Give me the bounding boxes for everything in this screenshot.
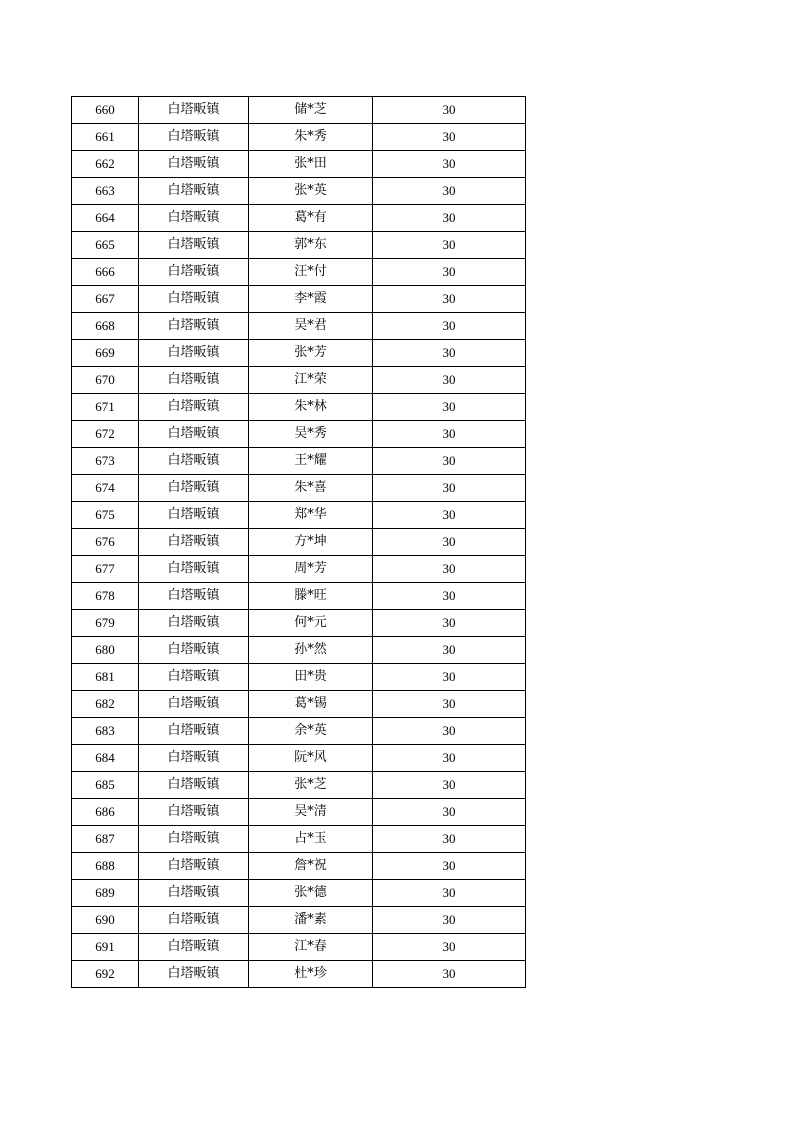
row-number-cell: 679: [72, 610, 139, 637]
person-name-cell: 杜*珍: [249, 961, 373, 988]
table-row: [72, 934, 526, 961]
row-number-cell: 689: [72, 880, 139, 907]
table-row: [72, 205, 526, 232]
person-name-cell: 李*霞: [249, 286, 373, 313]
amount-cell: 30: [373, 934, 526, 961]
table-row: [72, 799, 526, 826]
town-cell: 白塔畈镇: [139, 340, 249, 367]
town-cell: 白塔畈镇: [139, 718, 249, 745]
amount-cell: 30: [373, 961, 526, 988]
row-number-cell: 680: [72, 637, 139, 664]
amount-cell: 30: [373, 502, 526, 529]
amount-cell: 30: [373, 772, 526, 799]
row-number-cell: 681: [72, 664, 139, 691]
person-name-cell: 詹*祝: [249, 853, 373, 880]
table-row: [72, 880, 526, 907]
row-number-cell: 672: [72, 421, 139, 448]
town-cell: 白塔畈镇: [139, 313, 249, 340]
town-cell: 白塔畈镇: [139, 394, 249, 421]
amount-cell: 30: [373, 421, 526, 448]
row-number-cell: 662: [72, 151, 139, 178]
amount-cell: 30: [373, 610, 526, 637]
row-number-cell: 668: [72, 313, 139, 340]
town-cell: 白塔畈镇: [139, 880, 249, 907]
row-number-cell: 673: [72, 448, 139, 475]
row-number-cell: 669: [72, 340, 139, 367]
town-cell: 白塔畈镇: [139, 232, 249, 259]
person-name-cell: 张*田: [249, 151, 373, 178]
table-row: [72, 97, 526, 124]
person-name-cell: 朱*秀: [249, 124, 373, 151]
row-number-cell: 664: [72, 205, 139, 232]
row-number-cell: 661: [72, 124, 139, 151]
amount-cell: 30: [373, 448, 526, 475]
table-row: [72, 610, 526, 637]
table-row: [72, 907, 526, 934]
row-number-cell: 690: [72, 907, 139, 934]
amount-cell: 30: [373, 799, 526, 826]
row-number-cell: 687: [72, 826, 139, 853]
table-row: [72, 232, 526, 259]
town-cell: 白塔畈镇: [139, 637, 249, 664]
row-number-cell: 675: [72, 502, 139, 529]
person-name-cell: 张*德: [249, 880, 373, 907]
town-cell: 白塔畈镇: [139, 934, 249, 961]
row-number-cell: 686: [72, 799, 139, 826]
amount-cell: 30: [373, 259, 526, 286]
row-number-cell: 677: [72, 556, 139, 583]
town-cell: 白塔畈镇: [139, 556, 249, 583]
town-cell: 白塔畈镇: [139, 286, 249, 313]
town-cell: 白塔畈镇: [139, 907, 249, 934]
person-name-cell: 王*耀: [249, 448, 373, 475]
table-row: [72, 448, 526, 475]
row-number-cell: 663: [72, 178, 139, 205]
table-row: [72, 151, 526, 178]
person-name-cell: 江*荣: [249, 367, 373, 394]
table-row: [72, 340, 526, 367]
table-row: [72, 421, 526, 448]
person-name-cell: 葛*锡: [249, 691, 373, 718]
person-name-cell: 张*芳: [249, 340, 373, 367]
person-name-cell: 汪*付: [249, 259, 373, 286]
amount-cell: 30: [373, 556, 526, 583]
town-cell: 白塔畈镇: [139, 367, 249, 394]
amount-cell: 30: [373, 745, 526, 772]
row-number-cell: 665: [72, 232, 139, 259]
table-row: [72, 556, 526, 583]
town-cell: 白塔畈镇: [139, 205, 249, 232]
town-cell: 白塔畈镇: [139, 745, 249, 772]
table-row: [72, 853, 526, 880]
person-name-cell: 郭*东: [249, 232, 373, 259]
table-row: [72, 961, 526, 988]
person-name-cell: 江*春: [249, 934, 373, 961]
town-cell: 白塔畈镇: [139, 583, 249, 610]
amount-cell: 30: [373, 151, 526, 178]
amount-cell: 30: [373, 529, 526, 556]
amount-cell: 30: [373, 124, 526, 151]
person-name-cell: 朱*林: [249, 394, 373, 421]
person-name-cell: 郑*华: [249, 502, 373, 529]
row-number-cell: 660: [72, 97, 139, 124]
amount-cell: 30: [373, 178, 526, 205]
town-cell: 白塔畈镇: [139, 961, 249, 988]
payment-list-body: [72, 97, 526, 988]
table-row: [72, 664, 526, 691]
row-number-cell: 676: [72, 529, 139, 556]
person-name-cell: 吴*秀: [249, 421, 373, 448]
town-cell: 白塔畈镇: [139, 529, 249, 556]
amount-cell: 30: [373, 232, 526, 259]
town-cell: 白塔畈镇: [139, 421, 249, 448]
amount-cell: 30: [373, 853, 526, 880]
town-cell: 白塔畈镇: [139, 826, 249, 853]
person-name-cell: 滕*旺: [249, 583, 373, 610]
table-row: [72, 286, 526, 313]
row-number-cell: 684: [72, 745, 139, 772]
amount-cell: 30: [373, 340, 526, 367]
amount-cell: 30: [373, 691, 526, 718]
town-cell: 白塔畈镇: [139, 259, 249, 286]
amount-cell: 30: [373, 97, 526, 124]
person-name-cell: 朱*喜: [249, 475, 373, 502]
person-name-cell: 吴*君: [249, 313, 373, 340]
person-name-cell: 潘*素: [249, 907, 373, 934]
row-number-cell: 666: [72, 259, 139, 286]
table-row: [72, 718, 526, 745]
table-row: [72, 367, 526, 394]
amount-cell: 30: [373, 475, 526, 502]
amount-cell: 30: [373, 205, 526, 232]
table-row: [72, 772, 526, 799]
row-number-cell: 691: [72, 934, 139, 961]
row-number-cell: 688: [72, 853, 139, 880]
table-row: [72, 259, 526, 286]
table-row: [72, 394, 526, 421]
town-cell: 白塔畈镇: [139, 691, 249, 718]
town-cell: 白塔畈镇: [139, 853, 249, 880]
amount-cell: 30: [373, 286, 526, 313]
town-cell: 白塔畈镇: [139, 502, 249, 529]
person-name-cell: 占*玉: [249, 826, 373, 853]
amount-cell: 30: [373, 826, 526, 853]
table-row: [72, 178, 526, 205]
table-row: [72, 826, 526, 853]
person-name-cell: 张*英: [249, 178, 373, 205]
town-cell: 白塔畈镇: [139, 799, 249, 826]
town-cell: 白塔畈镇: [139, 151, 249, 178]
row-number-cell: 685: [72, 772, 139, 799]
row-number-cell: 683: [72, 718, 139, 745]
town-cell: 白塔畈镇: [139, 124, 249, 151]
table-row: [72, 583, 526, 610]
person-name-cell: 阮*风: [249, 745, 373, 772]
person-name-cell: 张*芝: [249, 772, 373, 799]
town-cell: 白塔畈镇: [139, 448, 249, 475]
town-cell: 白塔畈镇: [139, 772, 249, 799]
amount-cell: 30: [373, 664, 526, 691]
amount-cell: 30: [373, 718, 526, 745]
table-row: [72, 637, 526, 664]
person-name-cell: 储*芝: [249, 97, 373, 124]
person-name-cell: 葛*有: [249, 205, 373, 232]
amount-cell: 30: [373, 313, 526, 340]
row-number-cell: 682: [72, 691, 139, 718]
table-row: [72, 529, 526, 556]
row-number-cell: 674: [72, 475, 139, 502]
person-name-cell: 方*坤: [249, 529, 373, 556]
table-row: [72, 124, 526, 151]
amount-cell: 30: [373, 880, 526, 907]
row-number-cell: 670: [72, 367, 139, 394]
person-name-cell: 孙*然: [249, 637, 373, 664]
town-cell: 白塔畈镇: [139, 475, 249, 502]
amount-cell: 30: [373, 367, 526, 394]
amount-cell: 30: [373, 907, 526, 934]
row-number-cell: 667: [72, 286, 139, 313]
person-name-cell: 余*英: [249, 718, 373, 745]
person-name-cell: 何*元: [249, 610, 373, 637]
town-cell: 白塔畈镇: [139, 97, 249, 124]
person-name-cell: 田*贵: [249, 664, 373, 691]
table-row: [72, 691, 526, 718]
amount-cell: 30: [373, 583, 526, 610]
table-row: [72, 475, 526, 502]
row-number-cell: 678: [72, 583, 139, 610]
row-number-cell: 692: [72, 961, 139, 988]
table-row: [72, 502, 526, 529]
payment-list-table: [71, 96, 526, 988]
person-name-cell: 吴*清: [249, 799, 373, 826]
person-name-cell: 周*芳: [249, 556, 373, 583]
town-cell: 白塔畈镇: [139, 178, 249, 205]
amount-cell: 30: [373, 637, 526, 664]
town-cell: 白塔畈镇: [139, 664, 249, 691]
town-cell: 白塔畈镇: [139, 610, 249, 637]
amount-cell: 30: [373, 394, 526, 421]
row-number-cell: 671: [72, 394, 139, 421]
table-row: [72, 313, 526, 340]
table-row: [72, 745, 526, 772]
